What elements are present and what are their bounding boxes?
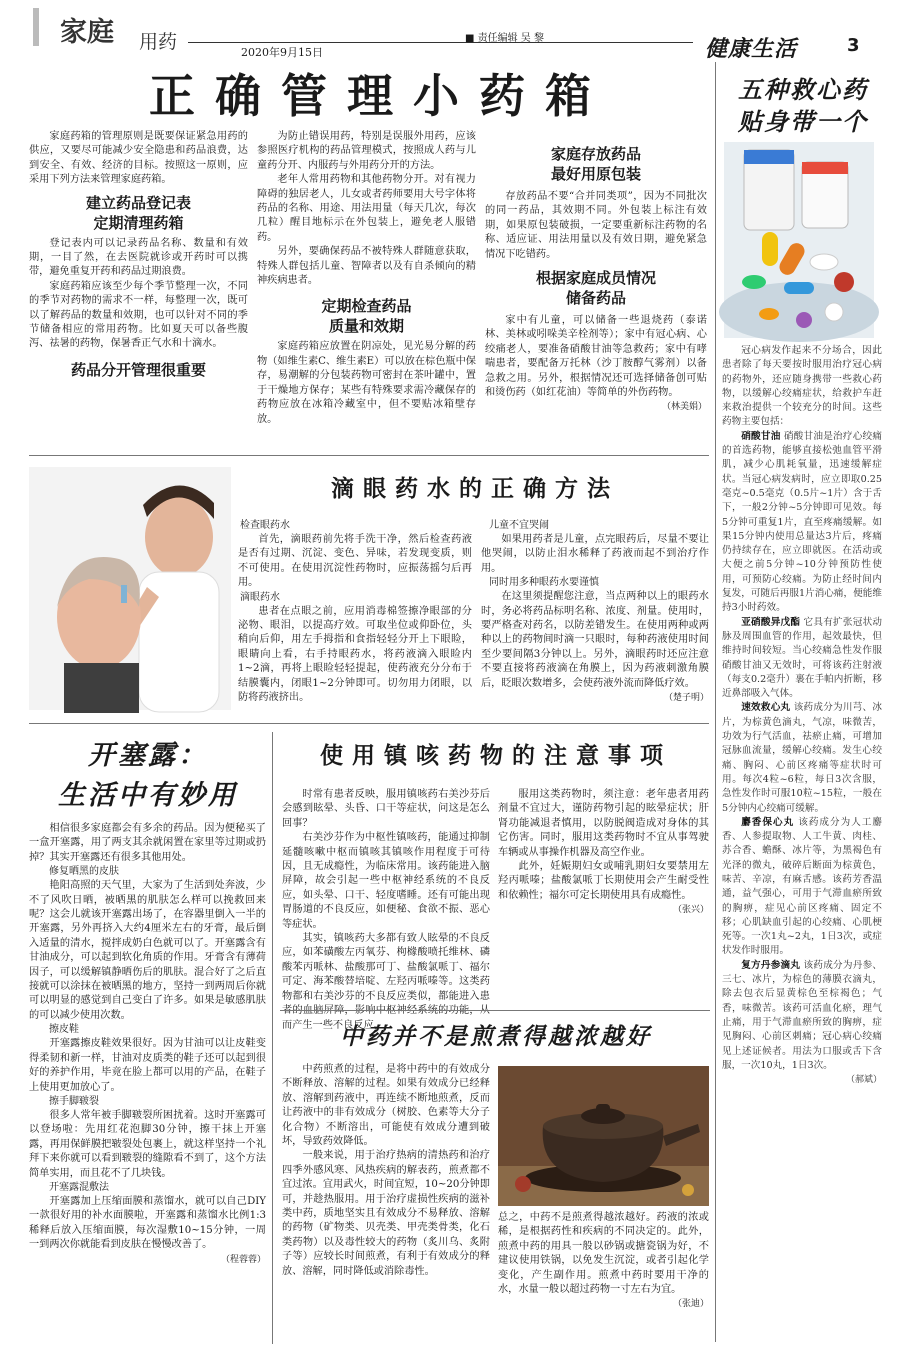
brand-name: 健康生活 [705,36,798,62]
article2-signature: （楚子明） [663,693,709,704]
article5-t3: 总之，中药不是煎煮得越浓越好。药液的浓或稀，是根据药性和疾病的不同决定的。此外，煎煮中药的用具一般以砂锅或搪瓷锅为好，不建议使用铁锅，以免发生沉淀，或者引起化学变化，产生副作用。煎煮中药时要用干净的水，水量一般以超过药物一寸左右为宜。 [498,1212,709,1296]
main-title: 正确管理小药箱 [149,69,611,123]
eyedrop-photo [29,467,231,710]
article3-t1: 艳阳高照的天气里，大家为了生活到处奔波，少不了风吹日晒，被晒黑的肌肤怎么样可以挽救回来呢？这会儿就该开塞露出场了，在容器里倒入一半的开塞露，另外再挤入大约4厘米左右的牙膏，最后倒入适量的清水，搅拌成奶白色就可以了。开塞露含有甘油成分，可以起到软化角质的作用。牙膏含有薄荷因子，可以缓解镇静晒伤后的肌肤。混合好了之后直接就可以涂抹在被晒黑的地方，坚持一到两周后你就可以明显的感觉到自己变白了许多。如果是敏感肌肤的可以减少使用次数。 [29,880,266,1021]
article1-col3 [485,130,707,448]
article3-sub3: 擦手脚皲裂 [49,1095,99,1107]
sidebar-intro: 冠心病发作起来不分场合，因此患者除了每天要按时服用治疗冠心病的药物外，还应随身携带一些救心药物，以缓解心绞痛症状，给救护车赶来救治提供一个较充分的时间。这些药物主要包括： [722,345,882,428]
sidebar-item [722,816,882,959]
sidebar-item [722,701,882,815]
article1-bottom-rule [29,455,709,456]
article1-heading2: 药品分开管理很重要 [70,360,206,379]
sidebar-item [722,430,882,616]
sidebar-item-text: 该药成分为人工麝香、人参提取物、人工牛黄、肉桂、苏合香、蟾酥、冰片等，为黑褐色有光泽的微丸，破碎后断面为棕黄色，味苦、辛凉，有麻舌感。该药芳香温通，益气强心，可用于气滞血瘀所致的胸痹，症见心前区疼痛、固定不移；心肌缺血引起的心绞痛、心肌梗死等。一次1丸~2丸，1日3次，或症状发作时服用。 [722,816,883,957]
article3-sub1: 修复晒黑的皮肤 [49,866,119,878]
article3-signature: （程蓉蓉） [220,1254,266,1265]
article5-col1 [282,1063,490,1343]
clay-pot-illustration [498,1066,709,1206]
sidebar-title: 五种救心药 贴身带一个 [738,75,868,136]
editor-credit: ■ 责任编辑 吴 黎 [465,33,544,44]
article5-signature: （张迪） [672,1299,709,1310]
article3-title: 开塞露： 生活中有妙用 [58,740,238,811]
article2-t4: 在这里须提醒您注意，当点两种以上的眼药水时，务必将药品标明名称、浓度、剂量。使用时，要严格查对药名，以防差错发生。在使用两种或两种以上的药物间时滴一只眼时，每种药液使用时间至少要间隔3分钟以上。另外，滴眼药时还应注意不要直接将药液滴在角膜上，因为药液刺激角膜后，眨眼次数增多，会使药液外流而降低疗效。 [481,591,709,689]
article4-bottom-rule [280,1010,710,1011]
sidebar-body [722,344,882,1344]
article4-t3: 其实，镇咳药大多都有致人眩晕的不良反应，如苯磺酸左丙氧芬、枸橼酸喷托维林、磷酸苯丙哌林、盐酸那可丁、盐酸氯哌丁、福尔可定、海苯酸替培啶、左羟丙哌嗪等。这类药物都和右美沙芬的不良反应类似，都能进入患 而产生一些不良反应。 [282,933,490,1031]
article2-sub1: 检查眼药水 [240,520,290,531]
pills-illustration [724,142,874,338]
article5-col2 [498,1211,709,1343]
subsection-title: 用药 [139,31,178,53]
article2-bottom-rule [29,723,709,724]
article1-col2 [257,130,476,440]
article4-t2: 右美沙芬作为中枢性镇咳药，能通过抑制延髓咳嗽中枢而镇咳其镇咳作用程度于可待因，且无成瘾性，为临床常用。该药能进入脑屏障，故会引起一些中枢神经系统的不良反应，如头晕、口干、轻度嗜睡。还有可能出现胃肠道的不良反应，如便秘、食欲不振、恶心等症状。 [282,832,490,930]
article3-intro: 相信很多家庭都会有多余的药品。因为便秘买了一盒开塞露，用了两支其余就闲置在家里等过期或扔掉？其实开塞露还有很多其他用处。 [29,823,266,863]
article1-heading3: 定期检查药品 质量和效期 [321,297,412,336]
pills-photo [724,142,874,338]
article3-t2: 开塞露擦皮鞋效果很好。因为甘油可以让皮鞋变得柔韧和新一样，甘油对皮质类的鞋子还可以起到很好的养护作用，毕竟在脸上都可以用的产品，在鞋子上使用更加放心了。 [29,1038,266,1093]
sidebar-item-name: 麝香保心丸 [741,816,795,828]
article3-t3: 很多人常年被手脚皲裂所困扰着。这时开塞露可以登场啦：先用红花泡脚30分钟，擦干抹上开塞露，再用保鲜膜把皲裂处包裹上，就这样坚持一个礼拜下来你就可以看到皲裂的缝隙看不到了，这个方法简单实用，而且花不了几块钱。 [29,1109,266,1179]
sidebar-item-name: 速效救心丸 [741,702,791,714]
sidebar-divider [715,62,716,1342]
article4-t4: 服用这类药物时，须注意：老年患者用药剂量不宜过大，谨防药物引起的眩晕症状；肝肾功能减退者慎用，以防脱阀造成对身体的其它伤害。同时，服用这类药物时不宜从事驾驶车辆或从事操作机器及高空作业。 [498,789,709,858]
article1-p8: 家中有儿童，可以储备一些退烧药（泰诺林、美林或吲哚美辛栓剂等）；家中有冠心病、心绞痛老人，要准备硝酸甘油等急救药；家中有哮喘患者，要配备万托林（沙丁胺醇气雾剂）以备急救之用。另外，根据情况还可选择储备创可贴和烫伤药（如红花油）等简单的外伤药物。 [485,315,707,399]
eyedrop-illustration [29,467,231,710]
article4-col2 [498,788,709,1002]
clay-pot-photo [498,1066,709,1206]
article2-sub2: 滴眼药水 [240,591,280,603]
article1-heading4: 家庭存放药品 最好用原包装 [550,145,641,183]
header-left-bar [33,8,39,46]
sidebar-item-name: 复方丹参滴丸 [741,959,801,971]
article2-t2: 患者在点眼之前，应用消毒棉签擦净眼部的分泌物、眼泪，以提高疗效。可取坐位或仰卧位，头稍向后仰，用左手拇指和食指轻轻分开上下眼睑，眼睛向上看，右手持眼药水，将药液滴入眼睑内1~2滴，再将上眼睑轻轻提起，使药液充分分布于结膜囊内，闭眼1~2分钟即可。切勿用力闭眼，以防将药液挤出。 [238,605,472,704]
article2-sub4: 同时用多种眼药水要谨慎 [489,577,599,589]
article3-body [29,822,266,1342]
article3-sub4: 开塞露混敷法 [49,1181,109,1193]
article1-p2: 家庭药箱应该至少每个季节整理一次，不同的季节对药物的需求不一样，每整理一次，既可以了解药品的数量和效期，也可以针对不同的季节储备相应的常用药物。比如夏天可以备些腹泻、祛暑的药物，保暑香正气水和十滴水。 [29,280,248,350]
article2-title: 滴眼药水的正确方法 [331,476,619,502]
article3-sub2: 擦皮鞋 [49,1024,79,1036]
article3-divider [272,732,273,1344]
article2-col1 [238,519,472,711]
header-rule [188,42,693,43]
sidebar-item-name: 硝酸甘油 [741,430,781,442]
article1-p3: 为防止错误用药，特别是误服外用药，应该参照医疗机构的药品管理模式，按照成人药与儿童药分开、内服药与外用药分开的方法。 [257,131,476,171]
article5-title: 中药并不是煎煮得越浓越好 [340,1023,652,1050]
article1-heading1: 建立药品登记表 定期清理药箱 [85,193,191,232]
sidebar-item-text: 该药成分为川芎、冰片，为棕黄色滴丸，气凉，味微苦，功效为行气活血，祛瘀止痛，可增加冠脉血流量，缓解心绞痛。发生心绞痛、胸闷、心前区疼痛等症状时可用。每次4粒~6粒，每日3次含服，急性发作时可服10粒~15粒，一般在5分钟内心绞痛可缓解。 [722,702,882,814]
article3-t4: 开塞露加上压缩面膜和蒸馏水，就可以自己DIY一款很好用的补水面膜啦，开塞露和蒸馏水比例1:3稀释后放入压缩面膜，每次湿敷10~15分钟，一周一到两次你就能看到皮肤在慢慢改善了。 [29,1195,266,1251]
article1-signature: （林美娟） [661,402,707,413]
article1-p6: 家庭药箱应放置在阴凉处，见光易分解的药物（如维生素C、维生素E）可以放在棕色瓶中保存，易潮解的分包装药物可密封在茶叶罐中，置于干燥地方保存；某些有特殊要求需冷藏保存的药物应放在冰箱冷藏室中，但不要贴冰箱壁存放。 [257,341,476,425]
article1-p7: 存放药品不要“合并同类项”，因为不同批次的同一药品，其效期不同。外包装上标注有效期，如果原包装破损，一定要重新标注药物的名称、适应证、用法用量以及有效日期，避免紧急情况下吃错药。 [485,191,707,260]
sidebar-item [722,959,882,1073]
article4-col1 [282,788,490,1031]
article4-t5: 此外，妊娠期妇女或哺乳期妇女要禁用左羟丙哌嗪；盐酸氯哌丁长期使用会产生耐受性和依赖性；福尔可定长期使用具有成瘾性。 [498,861,709,901]
article1-intro: 家庭药箱的管理原则是既要保证紧急用药的供应，又要尽可能减少安全隐患和药品浪费，达到安全、有效、经济的目标。按照这一原则，应采用下列方法来管理家庭药箱。 [29,131,248,186]
article1-heading5: 根据家庭成员情况 储备药品 [535,269,656,308]
article2-t1: 首先，滴眼药前先将手洗干净，然后检查药液是否有过期、沉淀、变色、异味，若发现变质，则不可使用。在使用沉淀性药物时，应振荡摇匀后再用。 [238,534,472,589]
article4-signature: （张兴） [672,905,709,916]
article1-col1 [29,130,248,438]
article1-p4: 老年人常用药物和其他药物分开。对有视力障碍的独居老人，儿女或者药师要用大号字体将药品的名称、用途、用法用量（每天几次，每次几粒）醒目地标示在外包装上，避免老人服错药。 [257,174,476,243]
sidebar-item-name: 亚硝酸异戊酯 [741,616,801,628]
sidebar-signature: （郝斌） [845,1075,882,1086]
sidebar-item-text: 硝酸甘油是治疗心绞痛的首选药物，能够直接松弛血管平滑肌，减少心肌耗氧量，迅速缓解症状。当冠心病发病时，应立即取0.25毫克~0.5毫克（0.5片~1片）含于舌下，一般2分钟~5分钟即可见效。每5分钟可重复1片，直至疼痛缓解。如果15分钟内使用总量达3片后，疼痛仍持续存在，应立即就医。在活动或大便之前5分钟~10分钟预防性使用，可预防心绞痛。为防止经时间内复发，可随后再服1片消心痛，便能维持3小时药效。 [722,430,882,614]
sidebar-item-text: 该药成分为丹参、三七、冰片，为棕色的薄膜衣滴丸，除去包衣后显黄棕色至棕褐色；气香，味微苦。该药可活血化瘀，理气止痛，用于气滞血瘀所致的胸痹，症见胸闷、心前区刺痛；冠心病心绞痛见上述证候者。用法为口服或舌下含服，一次10丸，1日3次。 [722,959,882,1071]
issue-date: 2020年9月15日 [241,46,323,59]
sidebar-item-text: 它具有扩张冠状动脉及周围血管的作用，起效最快，但维持时间较短。当心绞痛急性发作服硝酸甘油又无效时，可将该药注射液（每支0.2毫升）裹在手帕内折断，移近鼻部吸入气体。 [722,616,882,700]
article2-t3: 如果用药者是儿童，点完眼药后，尽量不要让他哭闹，以防止泪水稀释了药液而起不到治疗作用。 [481,534,709,574]
sidebar-item [722,616,882,702]
article4-title: 使用镇咳药物的注意事项 [320,743,672,769]
page-number: 3 [847,35,860,56]
article4-t1: 时常有患者反映，服用镇咳药右美沙芬后会感到眩晕、头昏、口干等症状，问这是怎么回事？ [282,789,490,829]
article2-sub3: 儿童不宜哭闹 [489,520,549,531]
article2-col2 [481,519,709,713]
article1-p1: 登记表内可以记录药品名称、数量和有效期，一目了然，在去医院就诊或开药时可以携带，避免重复开药和药品过期浪费。 [29,237,248,278]
article5-t2: 一般来说，用于治疗热病的清热药和治疗四季外感风寒、风热疾病的解表药，煎煮都不宜过浓。宜用武火，时间宜短，10~20分钟即可，并趁热服用。用于治疗虚损性疾病的滋补类中药，质地坚实且有效成分不易释放、溶解的药物（矿物类、贝壳类、甲壳类骨类，化石类药物）以及毒性较大的药物（炙川乌、炙附子等）应较长时间煎煮，有利于有效成分的释放、溶解，同时降低或消除毒性。 [282,1150,490,1277]
article5-t1: 中药煎煮的过程，是将中药中的有效成分不断释放、溶解的过程。如果有效成分已经释放、溶解到药液中，再连续不断地煎煮，反而让药液中的非有效成分（树胶、色素等大分子化合物）不断溶出，可能使有效成分遭到破坏，导致药效降低。 [282,1064,490,1148]
article1-p5: 另外，要确保药品不被特殊人群随意获取，特殊人群包括儿童、智障者以及有自杀倾向的精神疾病患者。 [257,246,476,287]
section-title: 家庭 [60,17,114,48]
